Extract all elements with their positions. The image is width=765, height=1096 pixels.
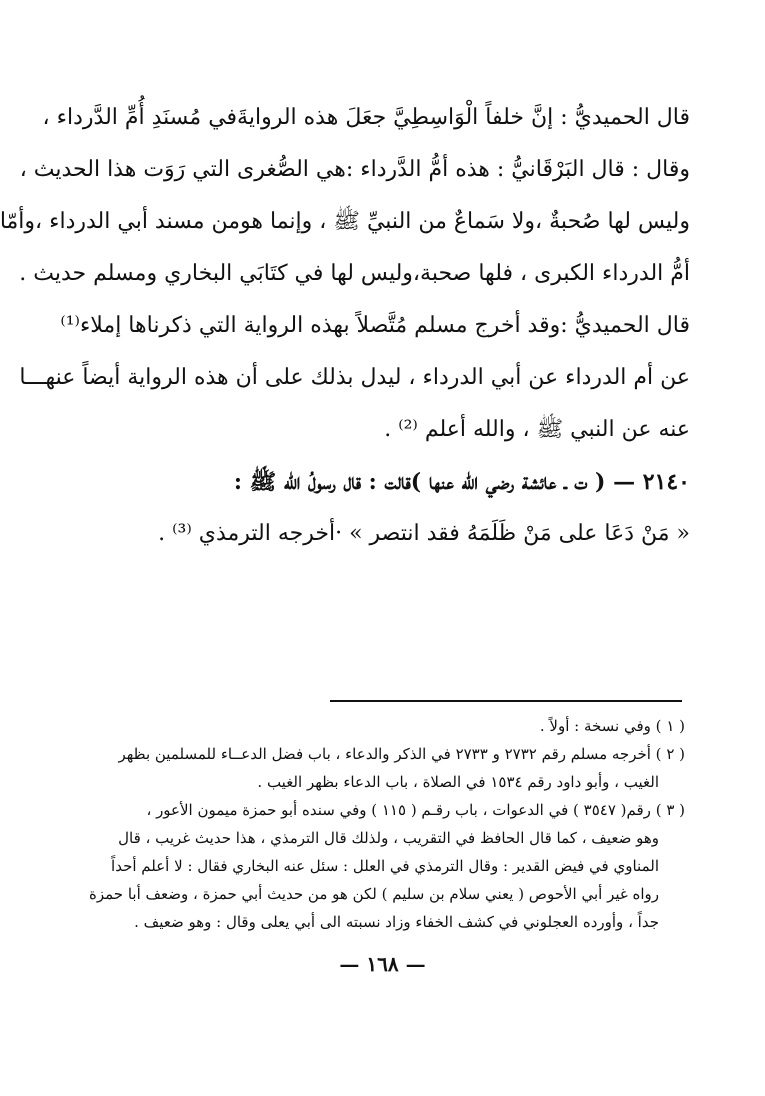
footnote-line: ( ١ ) وفي نسخة : أولاً . [539, 717, 685, 735]
footnote-line: رواه غير أبي الأحوص ( يعني سلام بن سليم ) لكن هو من حديث أبي حمزة ، وضعف أبا حمزة [89, 885, 659, 903]
page-number: — ١٦٨ — [339, 952, 426, 976]
body-line: عنه عن النبي ﷺ ، والله أعلم ⁽²⁾ . [384, 417, 690, 442]
body-line: أمُّ الدرداء الكبرى ، فلها صحبة،وليس لها في كتَابَي البخاري ومسلم حديث . [19, 261, 690, 286]
main-text [0, 92, 690, 560]
footnote-divider [330, 700, 682, 702]
hadith-text: « مَنْ دَعَا على مَنْ ظَلَمَهُ فقد انتصر » ·أخرجه الترمذي ⁽³⁾ . [158, 521, 690, 546]
footnote-line: وهو ضعيف ، كما قال الحافظ في التقريب ، ولذلك قال الترمذي ، هذا حديث غريب ، قال [118, 829, 659, 847]
body-line: وقال : قال البَرْقَانيُّ : هذه أمُّ الدَّرداء :هي الصُّغرى التي رَوَت هذا الحديث ، [19, 157, 690, 182]
footnote-line: ( ٢ ) أخرجه مسلم رقم ٢٧٣٢ و ٢٧٣٣ في الذكر والدعاء ، باب فضل الدعــاء للمسلمين بظهر [118, 745, 685, 763]
footnote-line: المناوي في فيض القدير : وقال الترمذي في العلل : سئل عنه البخاري فقال : لا أعلم أحداً [111, 857, 659, 875]
hadith-heading: ٢١٤٠ — ( ت ـ عائشة رضي الله عنها )قالت : قال رسولُ الله ﷺ : [233, 469, 690, 495]
body-line: وليس لها صُحبةٌ ،ولا سَماعٌ من النبيِّ ﷺ ، وإنما هومن مسند أبي الدرداء ،وأمّا [0, 209, 690, 234]
body-line: عن أم الدرداء عن أبي الدرداء ، ليدل بذلك على أن هذه الرواية أيضاً عنهـــا [19, 365, 690, 390]
body-line: قال الحميديُّ :وقد أخرج مسلم مُتَّصلاً بهذه الرواية التي ذكرناها إملاء⁽¹⁾ [60, 313, 690, 338]
footnote-line: ( ٣ ) رقم( ٣٥٤٧ ) في الدعوات ، باب رقـم ( ١١٥ ) وفي سنده أبو حمزة ميمون الأعور ، [146, 801, 685, 819]
body-line: قال الحميديُّ : إنَّ خلفاً الْوَاسِطِيَّ جعَلَ هذه الروايةَفي مُسنَدِ أُمِّ الدَّرداء ، [42, 105, 690, 130]
footnote-line: الغيب ، وأبو داود رقم ١٥٣٤ في الصلاة ، باب الدعاء بظهر الغيب . [257, 773, 659, 791]
footnote-line: جداً ، وأورده العجلوني في كشف الخفاء وزاد نسبته الى أبي يعلى وقال : وهو ضعيف . [134, 913, 659, 931]
footnotes [70, 712, 685, 936]
